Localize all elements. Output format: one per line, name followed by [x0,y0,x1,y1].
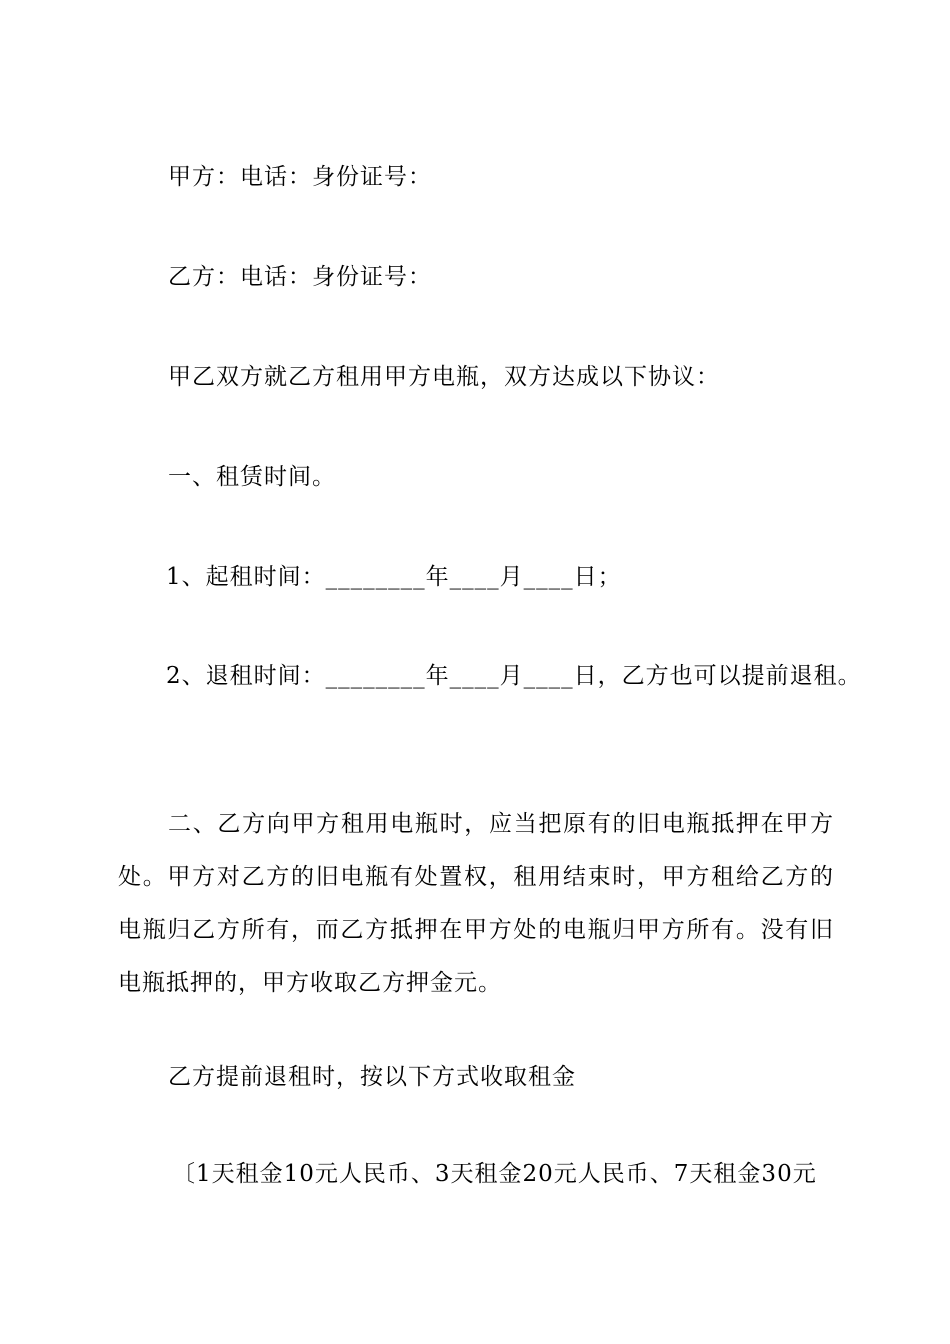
party-b-line: 乙方：电话：身份证号： [168,264,432,290]
rent-rates-line: 〔1天租金10元人民币、3天租金20元人民币、7天租金30元 [172,1161,817,1187]
agreement-intro: 甲乙双方就乙方租用甲方电瓶，双方达成以下协议： [168,364,720,390]
early-return-line: 乙方提前退租时，按以下方式收取租金 [168,1064,576,1090]
end-time-line: 2、退租时间：________年____月____日，乙方也可以提前退租。 [166,663,862,689]
section-two-paragraph: 二、乙方向甲方租用电瓶时，应当把原有的旧电瓶抵押在甲方处。甲方对乙方的旧电瓶有处置权，租用结束时，甲方租给乙方的电瓶归乙方所有，而乙方抵押在甲方处的电瓶归甲方所有。没有旧电瓶抵押的，甲方收取乙方押金元。 [118,811,834,996]
party-a-line: 甲方：电话：身份证号： [168,164,432,190]
section-one-title: 一、租赁时间。 [168,464,336,490]
start-time-line: 1、起租时间：________年____月____日； [166,564,622,590]
